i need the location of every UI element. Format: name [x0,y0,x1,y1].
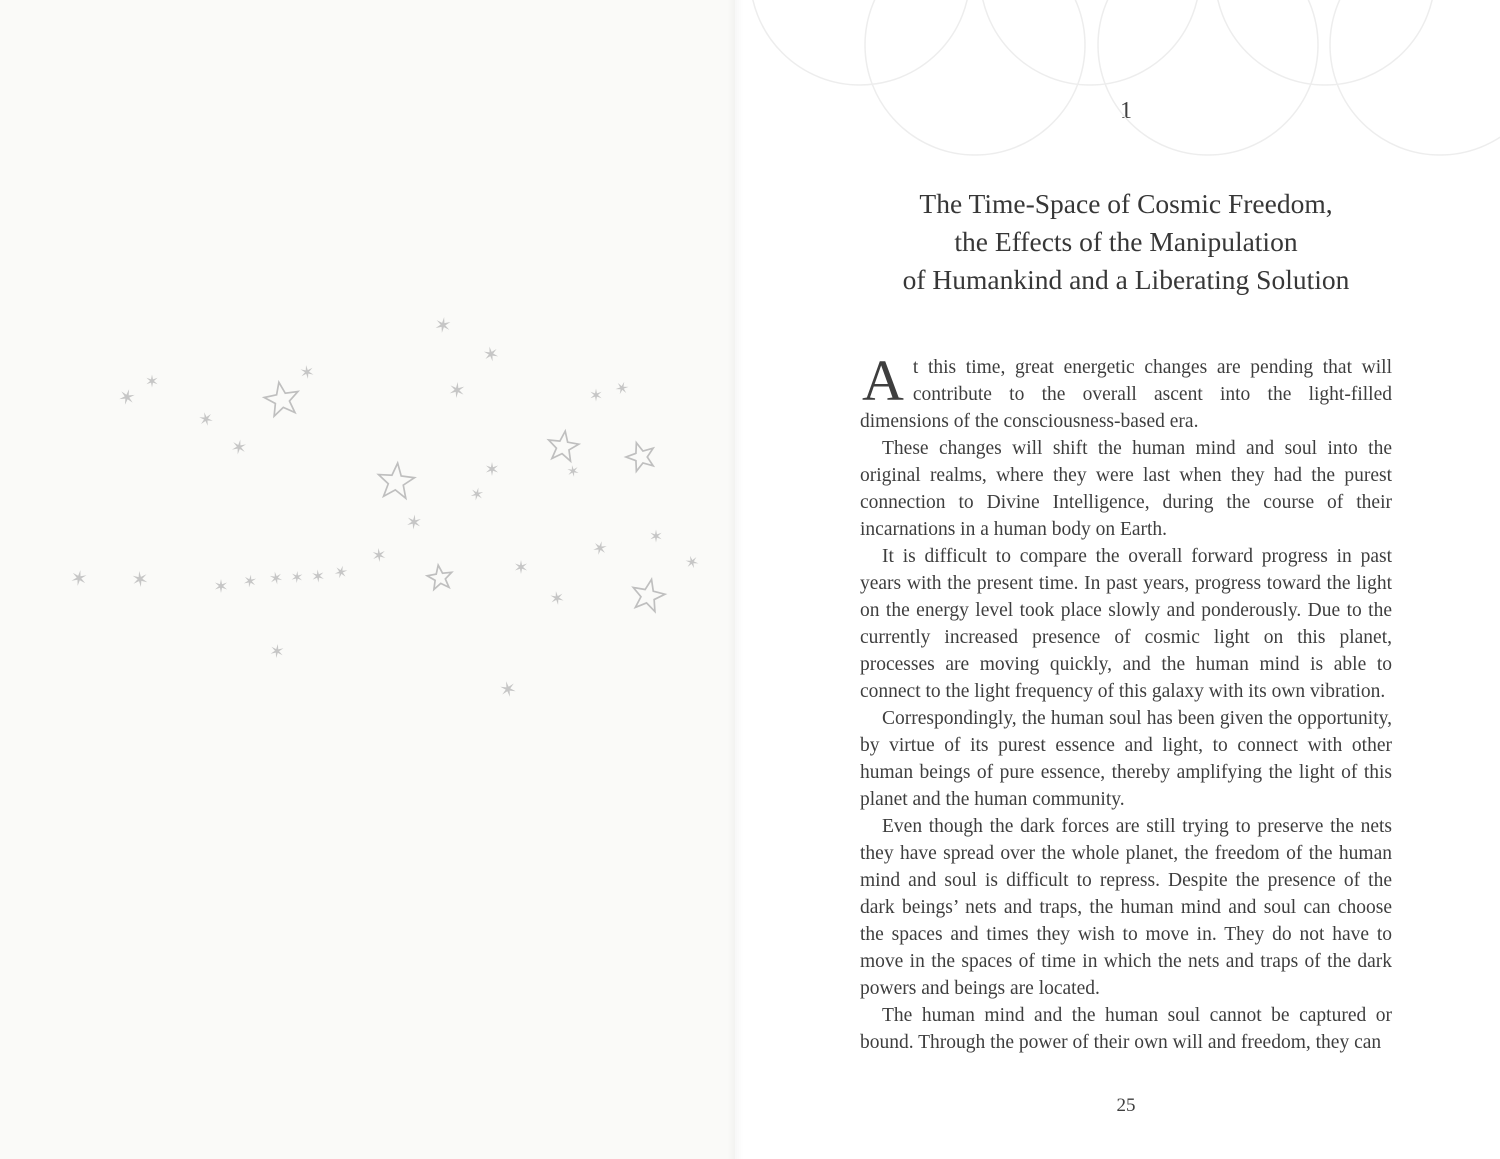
sparkle-star-icon [146,374,157,387]
paragraph: It is difficult to compare the overall forward progress in past years with the present time. In past years, progress toward the light on the energy level took place slowly and ponderously. Due to the currently increased presence of cosmic light on this planet, processes are moving quickly, and the human mind is able to connect to the light frequency of this galaxy with its own vibration. [860,546,1392,702]
sparkle-star-icon [590,388,601,401]
sparkle-star-icon [118,387,136,406]
paragraph: Even though the dark forces are still trying to preserve the nets they have spread over the whole planet, the freedom of the human mind and soul is difficult to repress. Despite the presence of the dark beings’ nets and traps, the human mind and soul can choose the spaces and times they wish to move in. They do not have to move in the spaces of time in which the nets and traps of the dark powers and beings are located. [860,816,1392,999]
sparkle-star-icon [300,364,314,380]
sparkle-star-icon [270,643,284,658]
sparkle-star-icon [685,554,700,570]
sparkle-star-icon [334,564,348,580]
sparkle-star-icon [269,571,283,586]
chapter-title-line: of Humankind and a Liberating Solution [902,264,1350,295]
sparkle-star-icon [483,345,499,362]
sparkle-star-icon [550,590,564,606]
sparkle-star-icon [470,486,484,501]
sparkle-star-icon [515,560,527,574]
page-number: 25 [1116,1095,1136,1116]
outline-star-icon [426,563,454,590]
paragraph: At this time, great energetic changes are pending that will contribute to the overall ascent into the light-filled dimensions of the consciousness-based era. [860,348,1392,432]
sparkle-star-icon [435,316,451,334]
sparkle-star-icon [312,569,324,583]
paragraph: Correspondingly, the human soul has been given the opportunity, by virtue of its purest essence and light, to connect with other human beings of pure essence, thereby amplifying the light of this planet and the human community. [860,708,1392,810]
sparkle-star-icon [372,548,385,563]
chapter-title-line: the Effects of the Manipulation [954,226,1298,257]
paragraph: These changes will shift the human mind and soul into the original realms, where they were last when they had the purest connection to Divine Intelligence, during the course of their incarnations in a human body on Earth. [860,438,1392,540]
outline-star-icon [623,438,659,473]
sparkle-star-icon [449,381,464,398]
right-page [735,0,1500,1159]
sparkle-star-icon [71,569,87,587]
outline-star-icon [262,379,301,417]
sparkle-star-icon [231,438,246,455]
sparkle-star-icon [291,571,302,584]
sparkle-star-icon [198,411,213,428]
chapter-title-line: The Time-Space of Cosmic Freedom, [919,188,1333,219]
outline-star-icon [377,462,416,499]
sparkle-star-icon [499,680,516,699]
body-text [860,348,1392,1056]
left-page [0,0,735,1159]
sparkle-star-icon [567,464,579,478]
sparkle-star-icon [614,380,629,396]
outline-star-icon [629,576,667,613]
sparkle-star-icon [132,570,147,587]
sparkle-star-icon [486,462,498,476]
outline-star-icon [546,429,580,462]
sparkle-star-icon [243,574,256,589]
stars-decoration [0,0,735,1159]
paragraph: The human mind and the human soul cannot be captured or bound. Through the power of their own will and freedom, they can [860,1005,1392,1053]
sparkle-star-icon [592,540,607,557]
sparkle-star-icon [407,514,421,530]
sparkle-star-icon [650,529,661,542]
sparkle-star-icon [215,579,227,593]
chapter-title [860,185,1392,299]
drop-cap: A [862,348,904,413]
chapter-number: 1 [1120,98,1132,124]
